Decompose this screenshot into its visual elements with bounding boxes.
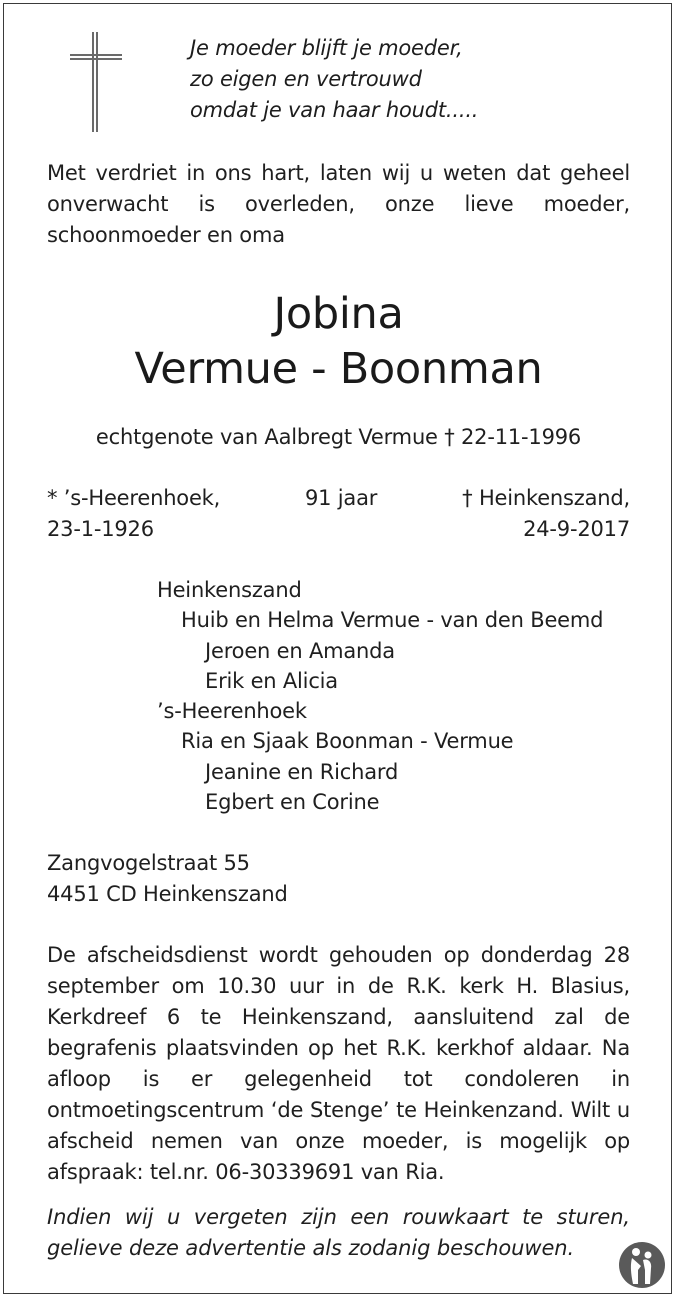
deceased-surname: Vermue - Boonman <box>134 344 543 394</box>
family-grandchildren: Erik en Alicia <box>205 668 338 693</box>
death-date: 24-9-2017 <box>523 517 630 541</box>
birth-place: * ’s-Heerenhoek, <box>47 486 221 510</box>
family-couple: Huib en Helma Vermue - van den Beemd <box>181 608 604 633</box>
birth-date: 23-1-1926 <box>47 517 154 541</box>
family-couple: Ria en Sjaak Boonman - Vermue <box>181 729 514 754</box>
closing-line: gelieve deze advertentie als zodanig beschouwen. <box>47 1236 575 1260</box>
family-list <box>157 575 603 817</box>
family-grandchildren: Jeroen en Amanda <box>205 638 395 663</box>
address-street: Zangvogelstraat 55 <box>47 851 250 875</box>
family-location: Heinkenszand <box>157 578 302 602</box>
closing-line: Indien wij u vergeten zijn een rouwkaart te sturen, <box>47 1205 630 1229</box>
age: 91 jaar <box>305 486 378 510</box>
address <box>47 848 288 910</box>
service-details: De afscheidsdienst wordt gehouden op donderdag 28 september om 10.30 uur in de R.K. kerk H. Blasius, Kerkdreef 6 te Heinkenszand, aansluitend zal de begrafenis plaatsvinden op het R.K. kerkhof aldaar. Na afloop is er gelegenheid tot condoleren in ontmoetingscentrum ‘de Stenge’ te Heinkenzand. Wilt u afscheid nemen van onze moeder, is mogelijk op afspraak: tel.nr. 06-30339691 van Ria. <box>47 943 630 1184</box>
life-dates <box>47 483 630 545</box>
cross-icon <box>62 30 128 134</box>
family-grandchildren: Egbert en Corine <box>205 790 380 815</box>
address-city: 4451 CD Heinkenszand <box>47 882 288 906</box>
poem-line: zo eigen en vertrouwd <box>190 67 422 91</box>
family-grandchildren: Jeanine en Richard <box>205 759 399 784</box>
poem <box>190 33 478 126</box>
poem-line: omdat je van haar houdt..... <box>190 98 479 122</box>
intro-text: Met verdriet in ons hart, laten wij u weten dat geheel onverwacht is overleden, onze lieve moeder, schoonmoeder en oma <box>47 161 630 247</box>
memorial-logo-icon <box>617 1238 667 1290</box>
poem-line: Je moeder blijft je moeder, <box>190 36 463 60</box>
deceased-first-name: Jobina <box>273 289 404 339</box>
closing-note <box>47 1202 630 1264</box>
spouse-line: echtgenote van Aalbregt Vermue † 22-11-1996 <box>95 425 582 449</box>
death-place: † Heinkenszand, <box>462 486 630 510</box>
family-location: ’s-Heerenhoek <box>157 699 307 724</box>
